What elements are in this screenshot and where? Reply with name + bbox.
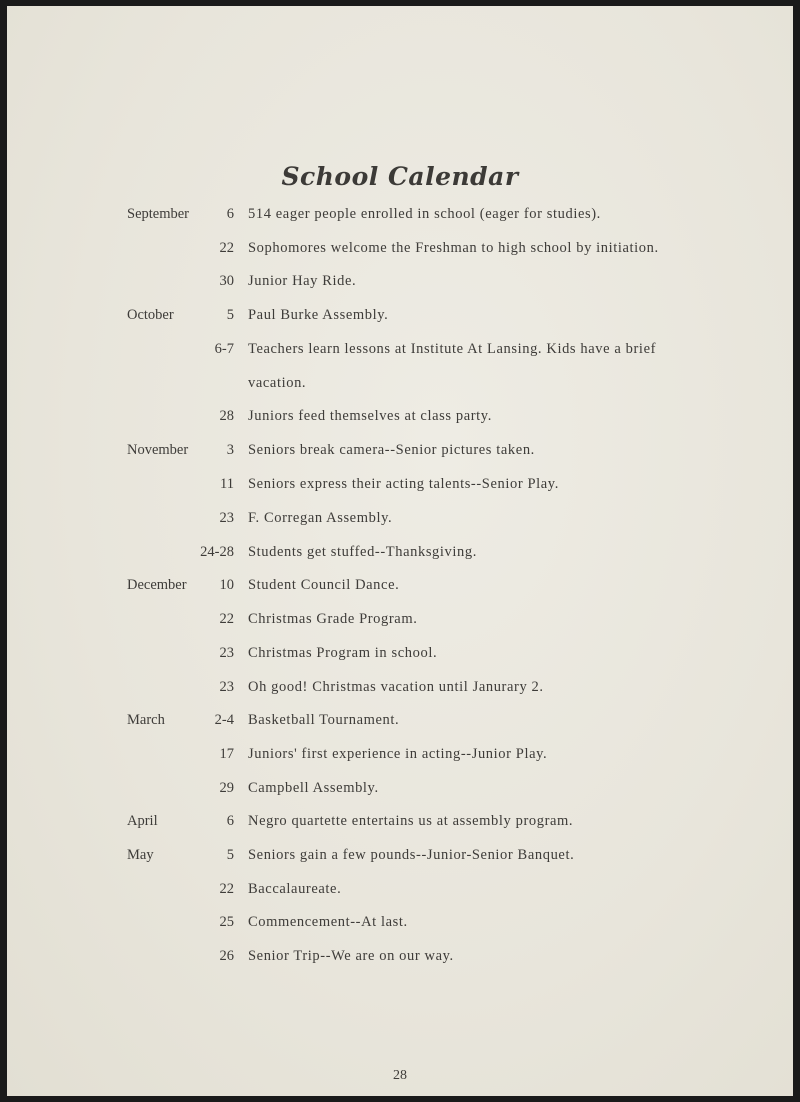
day-label: 6 [226, 206, 234, 222]
month-label: November [127, 442, 189, 458]
page-title: School Calendar [281, 162, 519, 191]
day-label: 25 [219, 914, 234, 930]
day-label: 5 [226, 847, 234, 863]
calendar-row [7, 303, 793, 327]
calendar-row [7, 675, 793, 699]
event-text: Campbell Assembly. [248, 780, 379, 796]
day-label: 26 [219, 948, 234, 964]
event-text: Student Council Dance. [248, 577, 400, 593]
event-text: Commencement--At last. [248, 914, 408, 930]
day-label: 10 [219, 577, 234, 593]
calendar-row [7, 371, 793, 395]
page-number: 28 [393, 1068, 407, 1083]
event-text: Christmas Program in school. [248, 645, 438, 661]
day-label: 29 [219, 780, 234, 796]
calendar-row [7, 641, 793, 665]
calendar-row [7, 202, 793, 226]
calendar-row [7, 708, 793, 732]
day-label: 30 [219, 273, 234, 289]
calendar-row [7, 404, 793, 428]
event-text: Students get stuffed--Thanksgiving. [248, 544, 477, 560]
calendar-row [7, 337, 793, 361]
event-text: Negro quartette entertains us at assembly program. [248, 813, 574, 829]
calendar-row [7, 877, 793, 901]
event-text: Paul Burke Assembly. [248, 307, 389, 323]
event-text: vacation. [248, 375, 307, 391]
event-text: Teachers learn lessons at Institute At Lansing. Kids have a brief [248, 341, 657, 357]
event-text: Juniors' first experience in acting--Junior Play. [248, 746, 548, 762]
day-label: 5 [226, 307, 234, 323]
month-label: May [127, 847, 154, 863]
day-label: 23 [219, 679, 234, 695]
calendar-row [7, 472, 793, 496]
month-label: September [127, 206, 190, 222]
calendar-row [7, 776, 793, 800]
event-text: Juniors feed themselves at class party. [248, 408, 492, 424]
event-text: Seniors express their acting talents--Senior Play. [248, 476, 559, 492]
day-label: 3 [226, 442, 234, 458]
event-text: Senior Trip--We are on our way. [248, 948, 454, 964]
day-label: 23 [219, 510, 234, 526]
calendar-row [7, 809, 793, 833]
month-label: October [127, 307, 174, 323]
calendar-row [7, 843, 793, 867]
day-label: 6-7 [214, 341, 234, 357]
yearbook-page [7, 6, 793, 1096]
event-text: 514 eager people enrolled in school (eager for studies). [248, 206, 601, 222]
event-text: Basketball Tournament. [248, 712, 400, 728]
event-text: F. Corregan Assembly. [248, 510, 393, 526]
day-label: 28 [219, 408, 234, 424]
day-label: 2-4 [214, 712, 234, 728]
event-text: Sophomores welcome the Freshman to high school by initiation. [248, 240, 659, 256]
calendar-row [7, 742, 793, 766]
day-label: 22 [219, 881, 234, 897]
calendar-row [7, 540, 793, 564]
event-text: Seniors break camera--Senior pictures taken. [248, 442, 535, 458]
event-text: Junior Hay Ride. [248, 273, 357, 289]
calendar-row [7, 236, 793, 260]
event-text: Baccalaureate. [248, 881, 342, 897]
calendar-row [7, 438, 793, 462]
day-label: 6 [226, 813, 234, 829]
calendar-row [7, 910, 793, 934]
event-text: Christmas Grade Program. [248, 611, 418, 627]
calendar-row [7, 607, 793, 631]
event-text: Seniors gain a few pounds--Junior-Senior Banquet. [248, 847, 575, 863]
day-label: 11 [220, 476, 234, 492]
day-label: 22 [219, 240, 234, 256]
day-label: 22 [219, 611, 234, 627]
day-label: 24-28 [200, 544, 234, 560]
month-label: April [127, 813, 158, 829]
month-label: March [127, 712, 165, 728]
calendar-row [7, 506, 793, 530]
event-text: Oh good! Christmas vacation until Janurary 2. [248, 679, 544, 695]
month-label: December [127, 577, 187, 593]
calendar-row [7, 573, 793, 597]
calendar-row [7, 944, 793, 968]
calendar-row [7, 269, 793, 293]
day-label: 17 [219, 746, 234, 762]
day-label: 23 [219, 645, 234, 661]
